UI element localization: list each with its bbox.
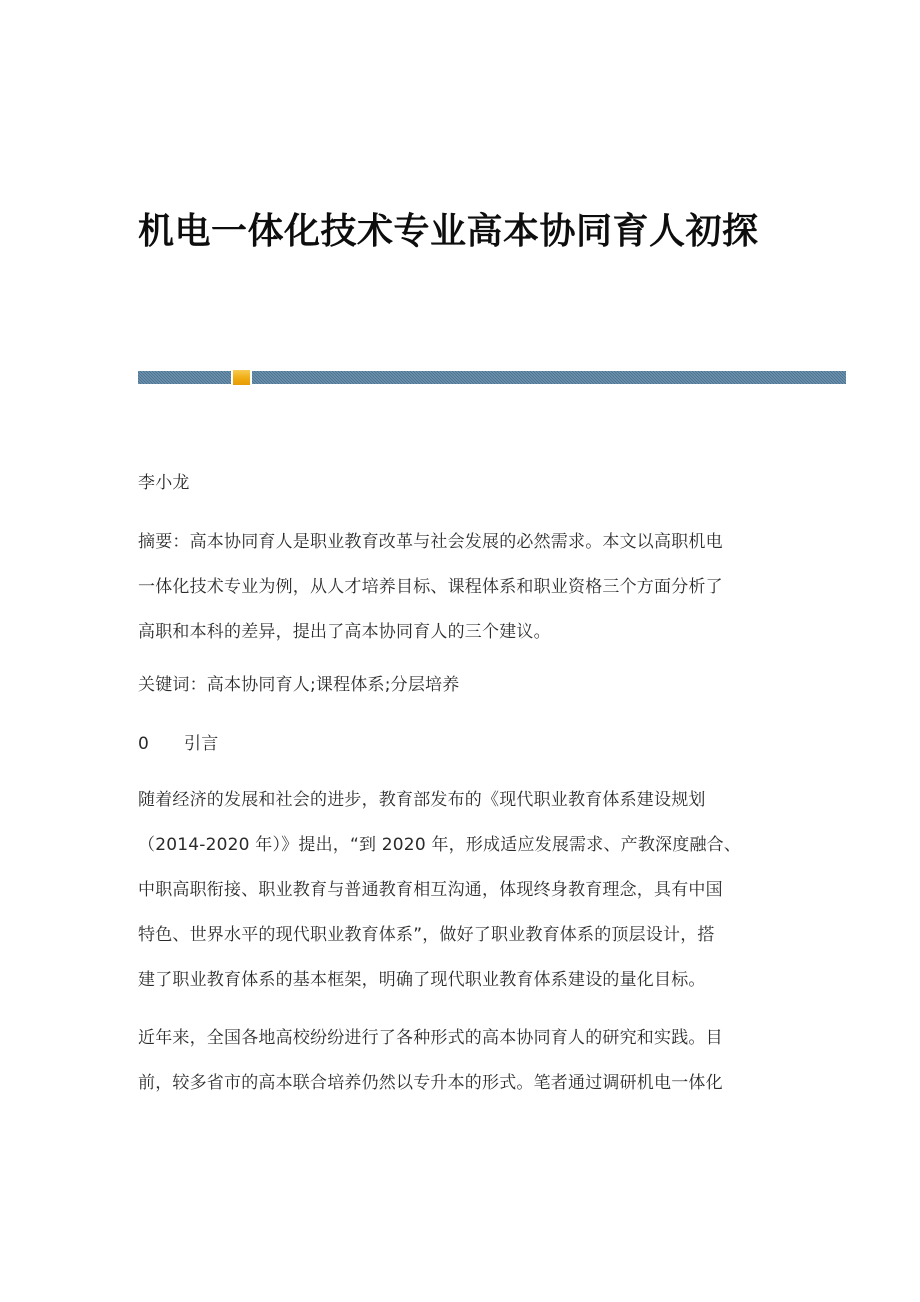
page-title: 机电一体化技术专业高本协同育人初探: [138, 211, 759, 252]
section-title: 引言: [184, 734, 219, 754]
keywords-block: [138, 663, 846, 708]
abstract-line: 一体化技术专业为例，从人才培养目标、课程体系和职业资格三个方面分析了: [138, 577, 723, 597]
paragraph-line: 随着经济的发展和社会的进步，教育部发布的《现代职业教育体系建设规划: [138, 790, 706, 810]
author-name: [138, 466, 846, 500]
paragraph-line: 前，较多省市的高本联合培养仍然以专升本的形式。笔者通过调研机电一体化: [138, 1073, 723, 1093]
paragraph-line: （2014-2020 年）》提出，“到 2020 年，形成适应发展需求、产教深度融合、: [138, 835, 742, 855]
paragraph-line: 特色、世界水平的现代职业教育体系”，做好了职业教育体系的顶层设计，搭: [138, 925, 715, 945]
section-number: 0: [138, 734, 150, 754]
intro-paragraph: [138, 778, 846, 1003]
decorative-divider: [138, 371, 846, 384]
practice-paragraph: [138, 1016, 846, 1106]
author-label: 李小龙: [138, 473, 190, 493]
section-heading-line: [138, 722, 846, 767]
gold-square-accent-icon: [231, 368, 252, 387]
paragraph-line: 建了职业教育体系的基本框架，明确了现代职业教育体系建设的量化目标。: [138, 970, 706, 990]
section-heading: [138, 722, 846, 767]
abstract-line: 高职和本科的差异，提出了高本协同育人的三个建议。: [138, 622, 551, 642]
paragraph-line: 近年来，全国各地高校纷纷进行了各种形式的高本协同育人的研究和实践。目: [138, 1028, 723, 1048]
abstract-block: [138, 520, 846, 655]
abstract-line: 摘要：高本协同育人是职业教育改革与社会发展的必然需求。本文以高职机电: [138, 532, 723, 552]
paragraph-line: 中职高职衔接、职业教育与普通教育相互沟通，体现终身教育理念，具有中国: [138, 880, 723, 900]
keywords-line: 关键词：高本协同育人;课程体系;分层培养: [138, 675, 460, 695]
